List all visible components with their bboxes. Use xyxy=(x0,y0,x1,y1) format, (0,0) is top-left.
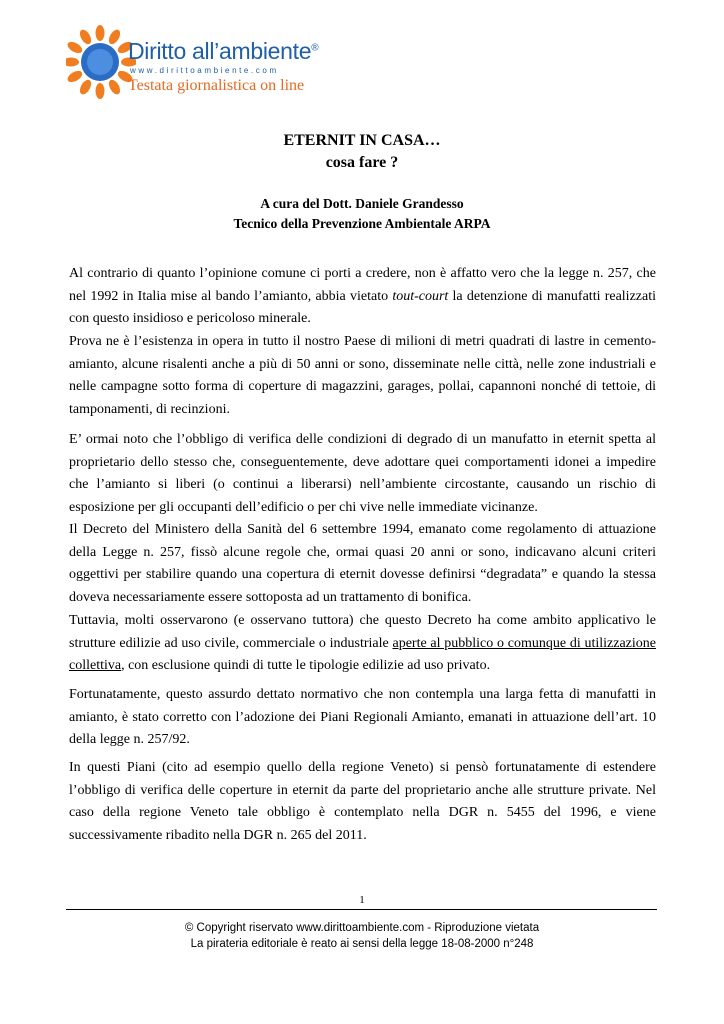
logo-tagline: Testata giornalistica on line xyxy=(128,77,305,94)
paragraph-5-text-b: , con esclusione quindi di tutte le tipologie edilizie ad uso privato. xyxy=(121,658,491,674)
footer-divider xyxy=(66,909,657,910)
paragraph-1-italic: tout-court xyxy=(392,288,449,304)
logo-url: www.dirittoambiente.com xyxy=(130,66,279,75)
page-number: 1 xyxy=(359,894,365,906)
title-line-1: ETERNIT IN CASA… xyxy=(283,132,441,149)
logo-title-text: Diritto all’ambiente xyxy=(128,38,312,64)
paragraph-1-text-b: la detenzione di manufatti realizzati con questo insidioso e pericoloso minerale. xyxy=(69,288,656,327)
paragraph-7: In questi Piani (cito ad esempio quello della regione Veneto) si pensò fortunatamente di estendere l’obbligo di verifica delle coperture in eternit da parte del proprietario anche alle strutture private. Nel caso della regione Veneto tale obbligo è contemplato nella DGR n. 5455 del 1996, e viene successivamente ribadito nella DGR n. 265 del 2011. xyxy=(69,760,656,843)
logo-title xyxy=(128,38,318,65)
footer-copyright: © Copyright riservato www.dirittoambiente.com - Riproduzione vietata xyxy=(184,922,540,934)
title-line-2: cosa fare ? xyxy=(325,154,399,171)
logo xyxy=(66,24,366,104)
registered-mark: ® xyxy=(311,42,319,54)
sun-logo-icon xyxy=(66,24,136,104)
author-line-1: A cura del Dott. Daniele Grandesso xyxy=(260,196,464,211)
paragraph-5 xyxy=(69,610,656,678)
paragraph-1 xyxy=(69,263,656,331)
paragraph-6: Fortunatamente, questo assurdo dettato normativo che non contempla una larga fetta di manufatti in amianto, è stato corretto con l’adozione dei Piani Regionali Amianto, emanati in attuazione dell’art. 10 della legge n. 257/92. xyxy=(69,687,656,748)
paragraph-2: Prova ne è l’esistenza in opera in tutto il nostro Paese di milioni di metri quadrati di lastre in cemento-amianto, alcune risalenti anche a più di 50 anni or sono, disseminate nelle città, nelle zone industriali e nelle campagne sotto forma di coperture di magazzini, garages, pollai, capannoni nonché di tettoie, di tamponamenti, di recinzioni. xyxy=(69,334,656,417)
paragraph-5-underlined: aperte al pubblico o comunque di utilizzazione collettiva xyxy=(69,635,656,674)
footer-piracy-notice: La pirateria editoriale è reato ai sensi della legge 18-08-2000 n°248 xyxy=(190,938,534,950)
author-line-2: Tecnico della Prevenzione Ambientale ARPA xyxy=(233,216,491,231)
paragraph-3: E’ ormai noto che l’obbligo di verifica delle condizioni di degrado di un manufatto in eternit spetta al proprietario dello stesso che, conseguentemente, deve adottare quei comportamenti idonei a impedire che l’amianto si liberi (o continui a liberarsi) nell’ambiente circostante, causando un rischio di esposizione per gli occupanti dell’edificio o per chi vive nelle immediate vicinanze. xyxy=(69,432,656,515)
paragraph-1-text-a: Al contrario di quanto l’opinione comune ci porti a credere, non è affatto vero che la legge n. 257, che nel 1992 in Italia mise al bando l’amianto, abbia vietato xyxy=(69,266,656,304)
paragraph-4: Il Decreto del Ministero della Sanità del 6 settembre 1994, emanato come regolamento di attuazione della Legge n. 257, fissò alcune regole che, ormai quasi 20 anni or sono, indicavano alcuni criteri oggettivi per stabilire quando una copertura di eternit dovesse definirsi “degradata” e quando la stessa doveva necessariamente essere sottoposta ad un trattamento di bonifica. xyxy=(69,522,656,605)
paragraph-5-text-a: Tuttavia, molti osservarono (e osservano tuttora) che questo Decreto ha come ambito applicativo le strutture edilizie ad uso civile, commerciale o industriale xyxy=(69,613,656,651)
